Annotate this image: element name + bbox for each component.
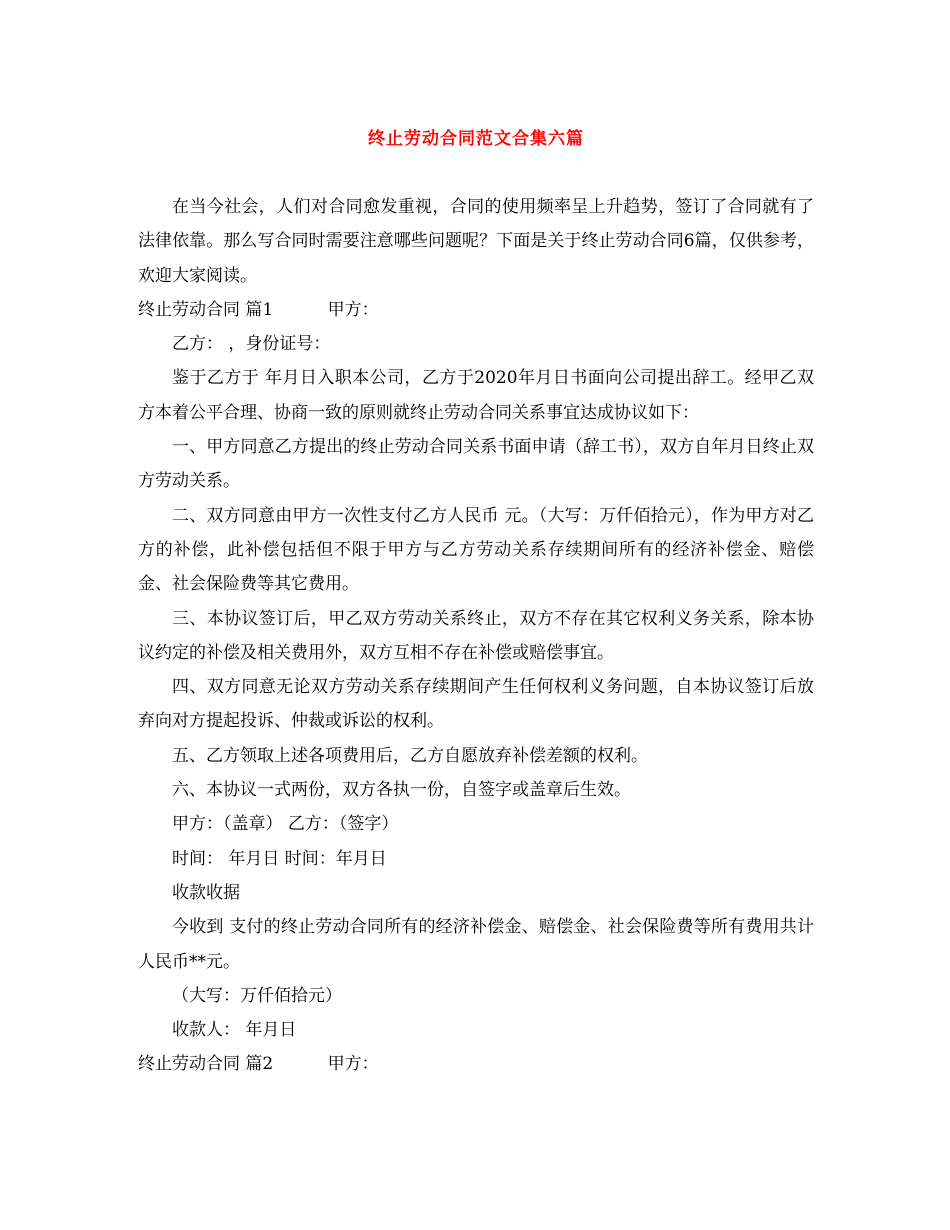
receipt-title: 收款收据 — [172, 882, 240, 903]
signature-line: 甲方：（盖章） 乙方：（签字） — [172, 814, 399, 835]
section-1-party-b: 乙方： ，身份证号： — [172, 334, 331, 355]
receipt-body: 今收到 支付的终止劳动合同所有的经济补偿金、赔偿金、社会保险费等所有费用共计人民币**元。 — [138, 917, 814, 972]
section-2-heading: 终止劳动合同 篇2 — [138, 1054, 274, 1075]
clause-3: 三、本协议签订后，甲乙双方劳动关系终止，双方不存在其它权利义务关系，除本协议约定的补偿及相关费用外，双方互相不存在补偿或赔偿事宜。 — [138, 608, 814, 663]
clause-2: 二、双方同意由甲方一次性支付乙方人民币 元。（大写：万仟佰拾元），作为甲方对乙方的补偿，此补偿包括但不限于甲方与乙方劳动关系存续期间所有的经济补偿金、赔偿金、社会保险费等其它费用。 — [138, 505, 814, 595]
document-title: 终止劳动合同范文合集六篇 — [368, 129, 584, 149]
intro-paragraph: 在当今社会，人们对合同愈发重视，合同的使用频率呈上升趋势，签订了合同就有了法律依靠。那么写合同时需要注意哪些问题呢？下面是关于终止劳动合同6篇，仅供参考，欢迎大家阅读。 — [138, 197, 814, 286]
clause-5: 五、乙方领取上述各项费用后，乙方自愿放弃补偿差额的权利。 — [172, 745, 648, 766]
clause-1: 一、甲方同意乙方提出的终止劳动合同关系书面申请（辞工书），双方自年月日终止双方劳动关系。 — [138, 437, 814, 492]
section-1-preamble: 鉴于乙方于 年月日入职本公司，乙方于2020年月日书面向公司提出辞工。经甲乙双方本着公平合理、协商一致的原则就终止劳动合同关系事宜达成协议如下： — [138, 368, 814, 423]
dates-line: 时间： 年月日 时间：年月日 — [172, 848, 387, 869]
clause-4: 四、双方同意无论双方劳动关系存续期间产生任何权利义务问题，自本协议签订后放弃向对方提起投诉、仲裁或诉讼的权利。 — [138, 677, 814, 732]
clause-6: 六、本协议一式两份，双方各执一份，自签字或盖章后生效。 — [172, 780, 631, 801]
payee-line: 收款人： 年月日 — [172, 1020, 297, 1041]
section-1-heading-line — [138, 293, 814, 327]
receipt-amount: （大写：万仟佰拾元） — [172, 985, 342, 1006]
document-body — [138, 190, 814, 1082]
section-1-party-a: 甲方： — [327, 299, 379, 320]
section-1-heading: 终止劳动合同 篇1 — [138, 299, 274, 320]
section-2-party-a: 甲方： — [327, 1054, 379, 1075]
section-2-heading-line — [138, 1047, 814, 1081]
